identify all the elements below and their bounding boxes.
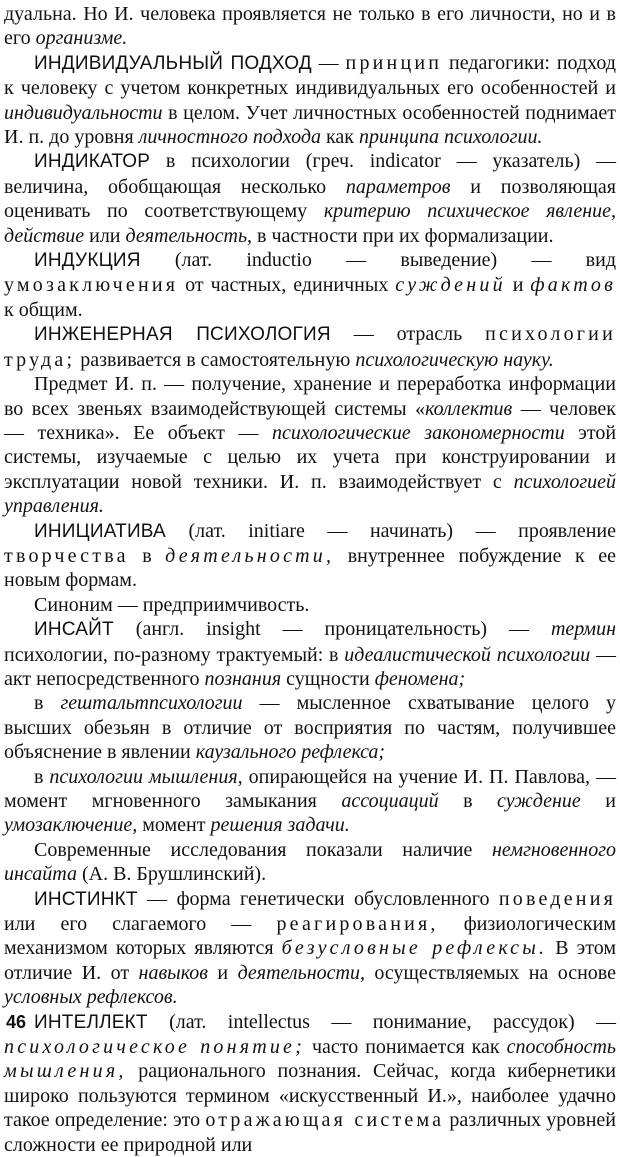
italic-reference: каузального рефлекса; xyxy=(195,741,386,764)
spaced-italic-term: психологическое понятие; xyxy=(4,1036,305,1059)
text-run: Предмет И. п. — получение, хранение и переработка информации во всех звеньях взаимодействующей системы « xyxy=(4,373,616,420)
spaced-emphasis: поведения xyxy=(498,887,616,910)
italic-reference: психологии мышления, xyxy=(49,765,243,788)
text-run: или xyxy=(84,224,126,247)
spaced-emphasis: творчества xyxy=(4,544,129,567)
text-run: от частных, единичных xyxy=(178,274,396,297)
spaced-italic-term: фактов xyxy=(530,274,616,297)
text-run: В этом отличие И. от xyxy=(4,937,616,984)
entry-paragraph xyxy=(4,593,616,617)
entry-paragraph xyxy=(4,519,616,593)
italic-reference: решения задачи. xyxy=(210,814,350,837)
italic-reference: немгновенного инсайта xyxy=(4,838,616,886)
text-run: Современные исследования показали наличие xyxy=(34,838,492,861)
italic-reference: организме. xyxy=(35,27,128,50)
text-run: к общим. xyxy=(4,298,83,321)
text-run: в xyxy=(128,544,166,567)
entry-headword: ИНДИВИДУАЛЬНЫЙ ПОДХОД xyxy=(34,52,312,74)
entry-headword: ИНСАЙТ xyxy=(34,619,114,641)
text-run: часто понимается как xyxy=(305,1036,507,1059)
text-run: педагогики: подход к человеку с учетом конкретных индивидуальных его особенностей и xyxy=(4,51,616,100)
text-run: (лат. intellectus — понимание, рассудок) — xyxy=(147,1010,616,1033)
italic-reference: навыков xyxy=(138,961,208,984)
text-run: и xyxy=(580,790,616,812)
entry-paragraph xyxy=(4,838,616,887)
text-run: — отрасль xyxy=(330,323,486,346)
text-run: момент xyxy=(137,814,211,837)
text-run: — xyxy=(311,51,346,74)
spaced-emphasis: отражающая система xyxy=(205,1109,445,1132)
entry-headword: ИНДУКЦИЯ xyxy=(34,250,141,272)
spaced-italic-term: безусловные рефлексы. xyxy=(281,937,548,960)
text-run: — мысленное схватывание целого у высших обезьян в отличие от восприятия по частям, получившее объяснение в явлении xyxy=(4,692,616,764)
text-run: внутреннее побуждение к ее новым формам. xyxy=(4,544,616,592)
italic-reference: психологическую науку. xyxy=(355,348,554,371)
text-run: физиологическим механизмом которых являются xyxy=(4,913,616,960)
text-run: в психологии (греч. indicator — указатель) — величина, обобщающая несколько xyxy=(4,150,616,198)
text-run: в xyxy=(34,692,61,715)
text-run: в xyxy=(34,765,50,788)
text-run: дуальна. Но И. человека проявляется не только в его личности, но и в его xyxy=(4,3,616,50)
italic-reference: условных рефлексов. xyxy=(4,986,178,1009)
text-run: в целом. Учет личностных особенностей поднимает И. п. до уровня xyxy=(4,101,616,149)
italic-reference: гештальтпсихологии xyxy=(60,692,243,715)
italic-reference: коллектив xyxy=(425,397,513,420)
entry-paragraph xyxy=(4,691,616,764)
italic-reference: психологические закономерности xyxy=(271,421,565,444)
spaced-emphasis: психологии труда; xyxy=(4,323,616,371)
italic-reference: деятельности, xyxy=(237,961,365,984)
entry-paragraph xyxy=(4,322,616,372)
entry-paragraph xyxy=(4,1010,616,1157)
spaced-italic-term: суждений xyxy=(395,274,506,297)
text-run: Синоним — предприимчивость. xyxy=(34,593,310,616)
italic-reference: параметров xyxy=(345,175,451,198)
entry-headword: ИНТЕЛЛЕКТ xyxy=(34,1011,148,1033)
spaced-emphasis: реагирования, xyxy=(276,913,439,936)
italic-reference: психологией управления. xyxy=(4,470,616,518)
spaced-emphasis: принцип xyxy=(345,51,443,74)
italic-reference: ассоциаций xyxy=(341,790,439,812)
text-run: этой системы, изучаемые с целью их учета при конструировании и эксплуатации новой техники. И. п. взаимодействует с xyxy=(4,421,617,493)
italic-reference: умозаключение, xyxy=(4,814,138,837)
spaced-italic-term: деятельности, xyxy=(165,544,335,567)
italic-reference: термин xyxy=(550,618,616,641)
text-run: рационального познания. Сейчас, когда кибернетики широко пользуются термином «искусственный И.», наиболее удачно такое определение: это xyxy=(4,1060,616,1132)
text-run: и xyxy=(505,274,531,297)
entry-paragraph xyxy=(4,887,616,1010)
entries-column xyxy=(4,2,616,1157)
text-run: осуществляемых на основе xyxy=(364,961,616,984)
text-run: различных уровней сложности ее природной или xyxy=(4,1109,616,1156)
italic-reference: личностного подхода xyxy=(138,126,321,149)
italic-reference: познания xyxy=(204,667,282,690)
italic-reference: критерию психическое явление, действие xyxy=(4,200,616,247)
italic-reference: феномена; xyxy=(374,667,466,690)
italic-reference: принципа психологии. xyxy=(359,126,543,149)
text-run: сущности xyxy=(281,667,375,690)
text-run: психологии, по-разному трактуемый: в xyxy=(4,643,345,666)
italic-reference: идеалистической психологии xyxy=(344,643,591,666)
page-number: 46 xyxy=(6,1012,27,1032)
text-run: (англ. insight — проницательность) — xyxy=(113,618,551,641)
italic-reference: суждение xyxy=(497,790,581,812)
text-run: в xyxy=(438,790,498,812)
italic-reference: индивидуальности xyxy=(4,101,163,124)
text-run: и xyxy=(207,961,238,984)
entry-paragraph xyxy=(4,51,616,150)
entry-headword: ИНИЦИАТИВА xyxy=(34,520,166,542)
italic-reference: деятельность, xyxy=(125,224,253,247)
entry-headword: ИНЖЕНЕРНАЯ ПСИХОЛОГИЯ xyxy=(34,324,331,346)
entry-paragraph xyxy=(4,2,616,51)
text-run: (лат. initiare — начинать) — проявление xyxy=(165,519,616,542)
entry-headword: ИНДИКАТОР xyxy=(34,151,151,173)
text-run: — человек — техника». Ее объект — xyxy=(4,397,616,444)
italic-reference: способность xyxy=(506,1036,616,1059)
text-run: или его слагаемого — xyxy=(4,913,277,936)
text-run: и позволяющая оценивать по соответствующему xyxy=(4,175,616,223)
text-run: опирающейся на учение И. П. Павлова, — момент мгновенного замыкания xyxy=(4,765,616,812)
text-run: — акт непосредственного xyxy=(4,643,617,690)
text-run: (лат. inductio — выведение) — вид xyxy=(140,249,616,272)
entry-paragraph xyxy=(4,765,616,838)
entry-paragraph xyxy=(4,617,616,691)
spaced-italic-term: мышления, xyxy=(4,1060,127,1083)
entry-paragraph xyxy=(4,248,616,322)
entry-headword: ИНСТИНКТ xyxy=(34,888,138,910)
text-run: — форма генетически обусловленного xyxy=(137,887,499,910)
entry-paragraph xyxy=(4,372,616,518)
entry-paragraph xyxy=(4,149,616,248)
text-run: (А. В. Брушлинский). xyxy=(76,863,267,886)
spaced-emphasis: умозаключения xyxy=(4,274,179,297)
text-run: в частности при их формализации. xyxy=(252,224,554,247)
text-run: развивается в самостоятельную xyxy=(75,348,356,371)
dictionary-page xyxy=(4,2,617,1156)
text-run: как xyxy=(321,126,360,149)
